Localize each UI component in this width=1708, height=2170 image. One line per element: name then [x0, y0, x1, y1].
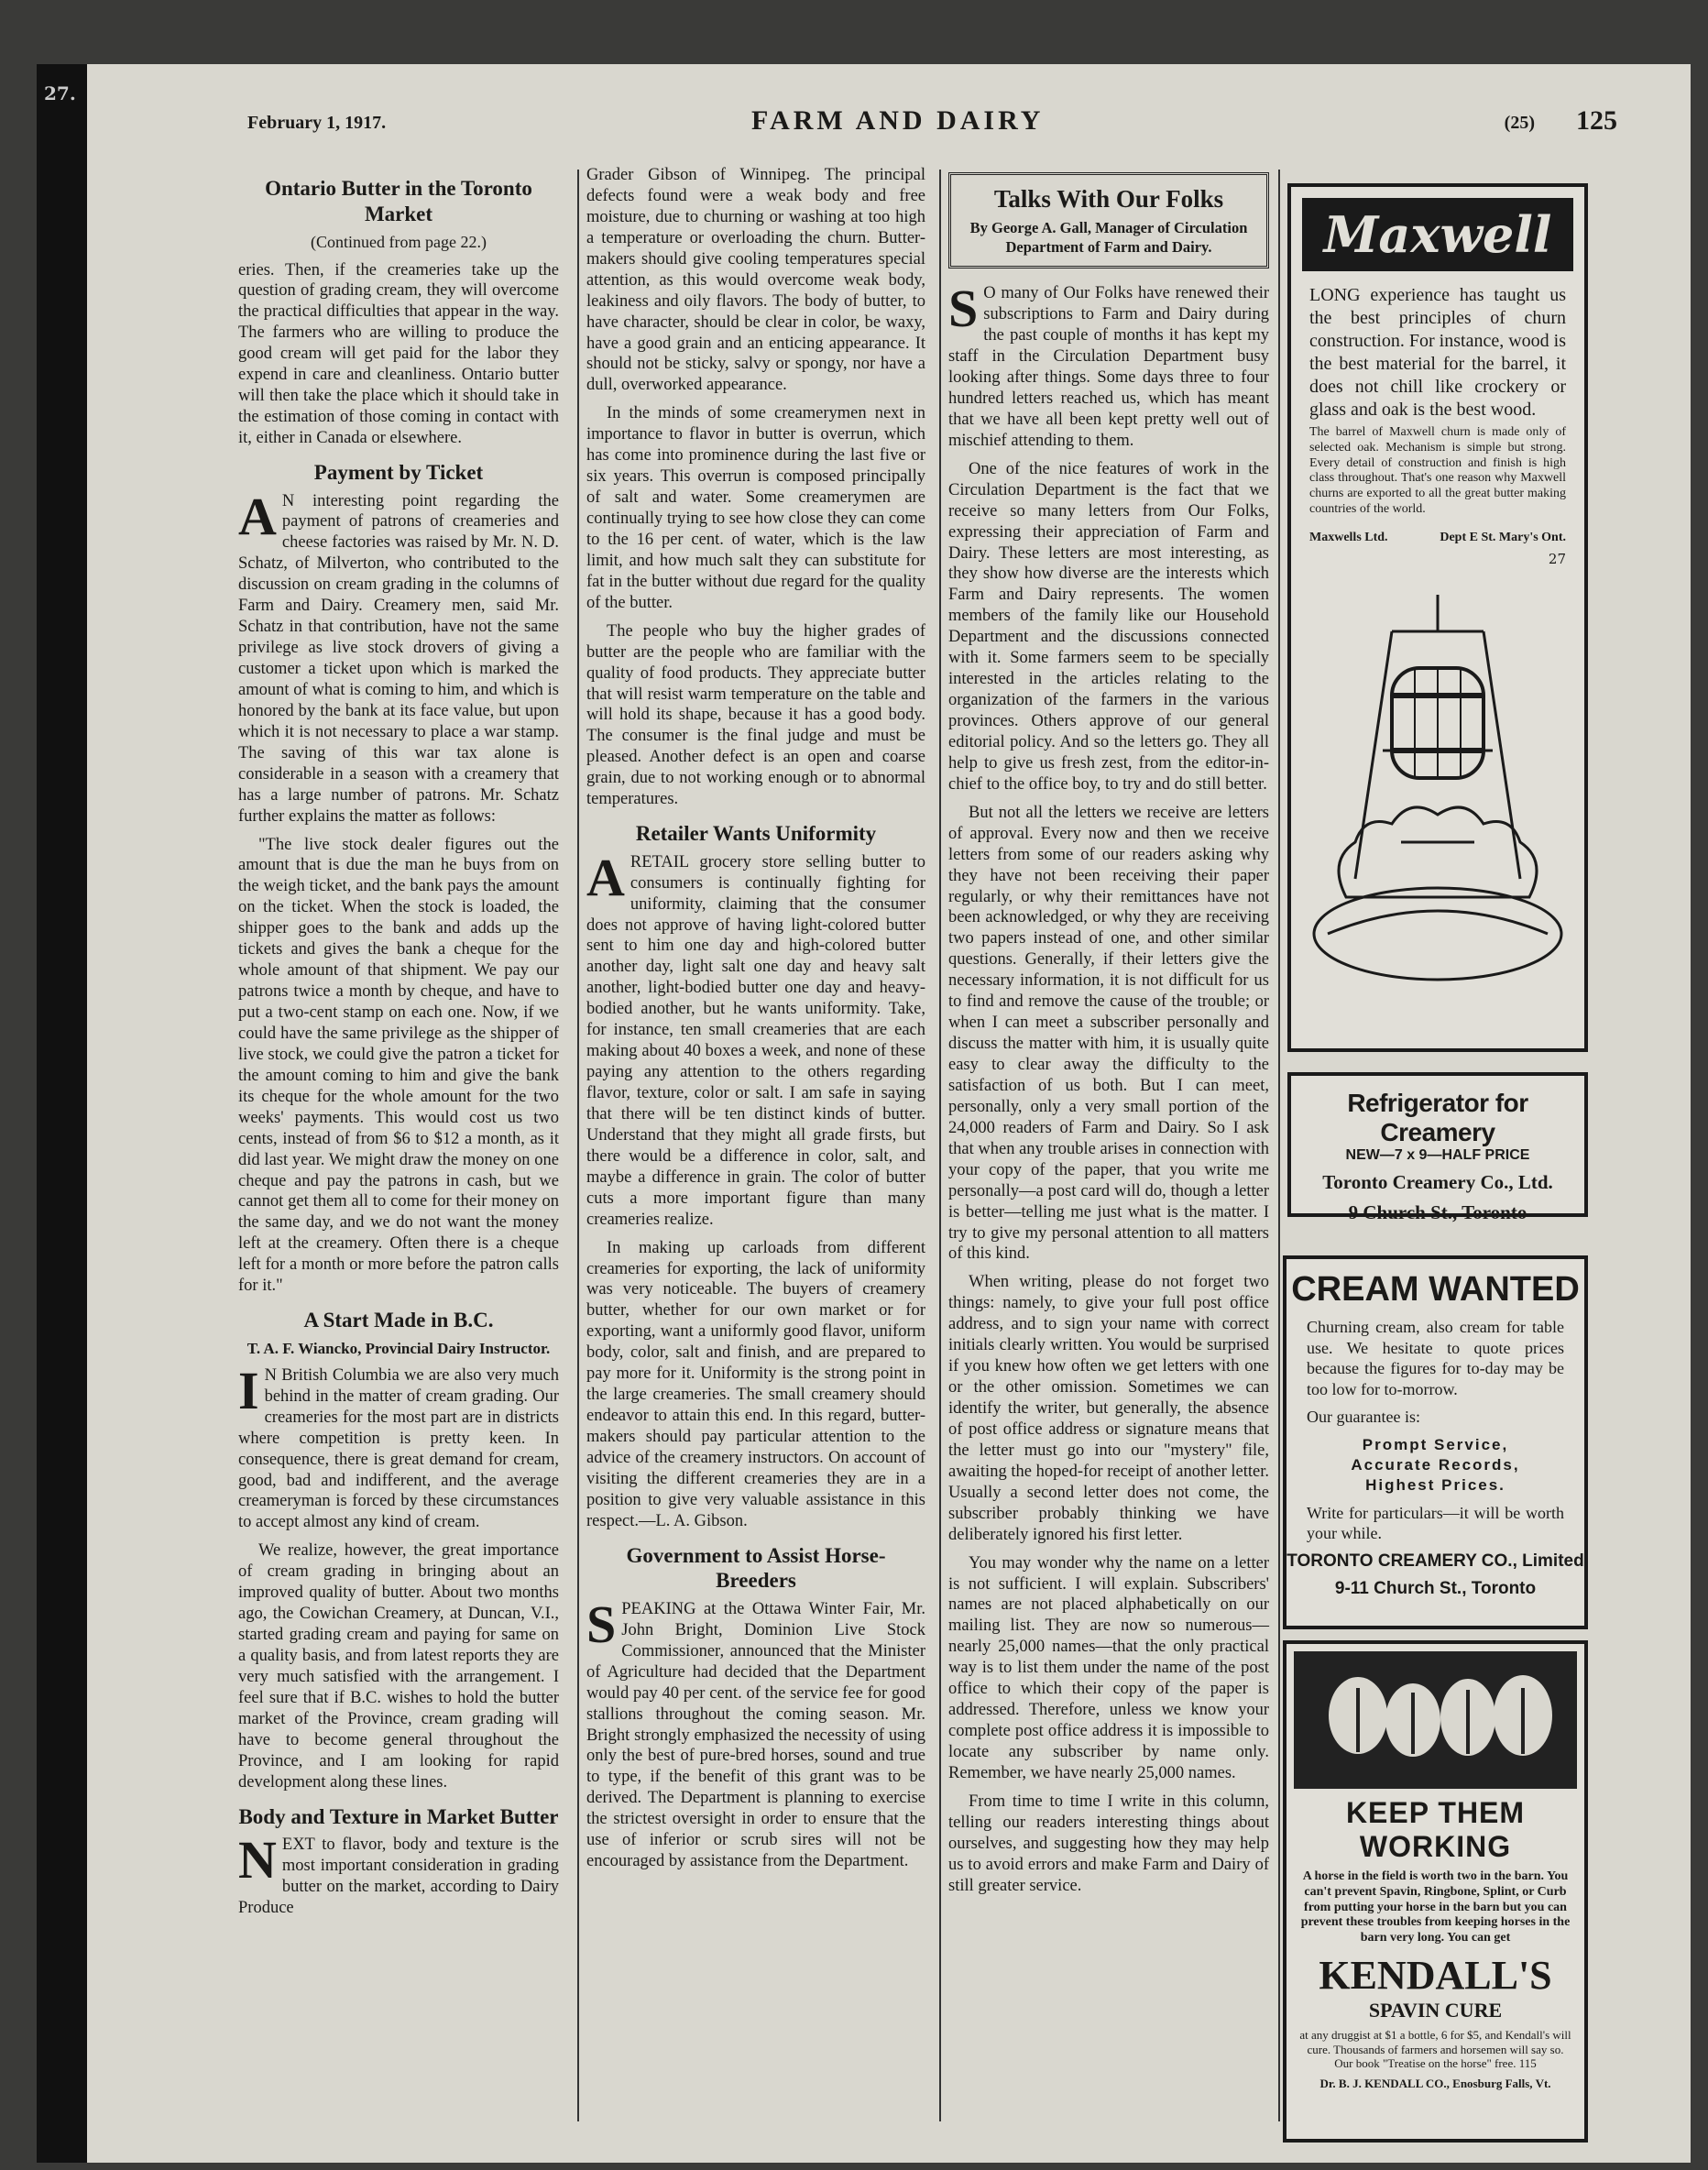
ad-lead-text: LONG experience has taught us the best principles of churn construction. For instance, wood is the best material for the barrel, it does not chill like crockery or glass and oak is the best wood.	[1309, 285, 1566, 420]
column-1	[238, 165, 559, 1926]
paragraph-text: O many of Our Folks have renewed their subscriptions to Farm and Dairy during the past couple of months it has kept my staff in the Circulation Department busy looking after things. Some days three to four hundred letters reached us, which has meant that we have all been kept pretty well out of mischief attending to them.	[948, 284, 1269, 450]
paragraph-text: EXT to flavor, body and texture is the most important consideration in grading butter on the market, according to Dairy Produce	[238, 1836, 559, 1917]
paragraph-text: RETAIL grocery store selling butter to consumers is continually fighting for uniformity, claiming that the consumer does not approve of having light-colored butter sent to him one day and high-colored butter another day, light salt one day and heavy salt another, light-bodied butter one day and heavy-bodied another, but he wants uniformity. Take, for instance, ten small creameries that are each making about 40 boxes a week, and none of these paying any attention to the others regarding flavor, texture, color or salt. I am safe in saying that there will be ten distinct kinds of butter. Understand that they might all grade firsts, but there would be a difference in color, salt, and maybe a difference in grain. The color of butter cuts a more important figure than many creameries realize.	[586, 852, 925, 1229]
column-3	[948, 165, 1269, 1904]
column-rule	[1278, 170, 1280, 2121]
ad-headline: KEEP THEM WORKING	[1345, 1796, 1526, 1863]
churn-illustration	[1291, 567, 1577, 989]
article-paragraph: In the minds of some creamerymen next in importance to flavor in butter is overrun, which has come into prominence during the last five or six years. This overrun is composed principally of salt and water. Some creamerymen are continually trying to see how close they can come to the 16 per cent. of water, which is the law limit, and how much salt they can substitute for fat in the butter without due regard for the quality of the butter.	[586, 404, 925, 612]
ad-copy: Churning cream, also cream for table use. We hesitate to quote prices because the figures for to-day may be too low for to-morrow.	[1307, 1318, 1564, 1398]
ad-address: 9 Church St., Toronto	[1348, 1201, 1527, 1223]
drop-cap: N	[238, 1830, 277, 1891]
article-byline: T. A. F. Wiancko, Provincial Dairy Instructor.	[246, 1339, 551, 1357]
article-paragraph: The people who buy the higher grades of butter are the people who are familiar with the quality of food products. They appreciate butter that will resist warm temperature on the table and will hold its shape, because it has a good body. The consumer is the final judge and must be pleased. Another defect is an open and coarse grain, due to not working enough or to abnormal temperatures.	[586, 621, 925, 809]
ad-copy	[1309, 284, 1566, 518]
product-name: SPAVIN CURE	[1368, 1998, 1503, 2022]
article-title: Ontario Butter in the Toronto Market	[265, 177, 532, 225]
ad-company: Maxwells Ltd.	[1309, 530, 1388, 544]
drop-cap: A	[586, 847, 625, 907]
ad-address: 9-11 Church St., Toronto	[1334, 1578, 1537, 1598]
issue-date: February 1, 1917.	[247, 113, 387, 133]
ad-company: Dr. B. J. KENDALL CO., Enosburg Falls, Vt.	[1319, 2076, 1551, 2090]
column-rule	[577, 170, 579, 2121]
article-paragraph: One of the nice features of work in the Circulation Department is the fact that we receive so many letters from Our Folks, expressing their appreciation of Farm and Dairy. These letters are most interesting, as they show how diverse are the interests which Farm and Dairy represents. The women members of the family like our Household Department and the discussions connected with it. Some farmers seem to be specially interested in the articles relating to the organization of the farmers in the various provinces. Others approve of our general editorial policy. And so the letters go. They all help to give us fresh zest, from the editor-in-chief to the office boy, to try and do still better.	[948, 459, 1269, 794]
article-paragraph	[948, 279, 1269, 452]
drop-cap: I	[238, 1360, 259, 1420]
brand-name: KENDALL'S	[1319, 1952, 1552, 1998]
article-title: A Start Made in B.C.	[303, 1309, 494, 1332]
ad-fine-print: at any druggist at $1 a bottle, 6 for $5, and Kendall's will cure. Thousands of farmers and horsemen will say so. Our book "Treatise on the horse" free. 115	[1299, 2027, 1571, 2071]
paragraph-text: PEAKING at the Ottawa Winter Fair, Mr. John Bright, Dominion Live Stock Commissioner, announced that the Minister of Agriculture had decided that the Department would pay 40 per cent. of the service fee for good stallions throughout the coming season. Mr. Bright strongly emphasized the necessity of using only the best of pure-bred horses, sound and true to type, if the benefit of this grant was to be derived. The Department is planning to exercise the strictest oversight in order to ensure that the use of inferior or scrub sires will not be encouraged by assistance from the Department.	[586, 1599, 925, 1871]
column-rule	[939, 170, 941, 2121]
article-title: Payment by Ticket	[313, 460, 484, 484]
refrigerator-advertisement	[1287, 1072, 1588, 1223]
article-paragraph: But not all the letters we receive are letters of approval. Every now and then we receive letters from some of our readers asking why they have not been receiving their paper regularly, or why their remittances have not been acknowledged, or why they are receiving two papers instead of one, and other similar questions. Generally, if their letters give the necessary information, it is not difficult for us to find and remove the cause of the trouble; or when I can meet a subscriber personally and discuss the matter with him, it is usually quite easy to clear away the difficulty to the satisfaction of us both. But I can meet, personally, only a very small portion of the 24,000 readers of Farm and Dairy. So I ask that when any trouble arises in connection with your copy of the paper, that you write me personally—a post card will do, though a letter is better—telling me just what is the matter. I try to give my personal attention to all matters of this kind.	[948, 803, 1269, 1264]
article-paragraph	[238, 486, 559, 827]
article-paragraph: From time to time I write in this column, telling our readers interesting things about ourselves, and suggesting how they may help us to avoid errors and make Farm and Dairy of still greater service.	[948, 1792, 1269, 1895]
article-paragraph: Grader Gibson of Winnipeg. The principal defects found were a weak body and free moisture, due to churning or washing at too high a temperature or overloading the churn. Butter-makers should give cooling temperatures special attention, as this would overcome weak body, leakiness and oily flavors. The body of butter, to have character, should be clear in color, be waxy, have a good grain and an enticing appearance. It should not be sticky, salvy or spongy, nor have a dull, overworked appearance.	[586, 166, 925, 395]
issue-page-number: (25)	[1504, 113, 1535, 133]
ad-guarantee-item: Highest Prices.	[1365, 1475, 1505, 1494]
feature-box	[948, 172, 1269, 269]
article-paragraph	[238, 1830, 559, 1919]
maxwell-logo: Maxwell	[1302, 198, 1573, 271]
ad-headline: Refrigerator for Creamery	[1347, 1089, 1528, 1146]
article-title: Body and Texture in Market Butter	[238, 1804, 559, 1828]
binding-gutter	[37, 64, 87, 2163]
ad-company: Toronto Creamery Co., Ltd.	[1322, 1171, 1553, 1193]
paragraph-text: N British Columbia we are also very much behind in the matter of cream grading. Our creameries for the most part are in districts where competition is pretty keen. In consequence, there is great demand for cream, good, bad and indifferent, and the average creameryman is forced by these circumstances to accept almost any kind of cream.	[238, 1365, 559, 1532]
paragraph-text: N interesting point regarding the payment of patrons of creameries and cheese factories was raised by Mr. N. D. Schatz, of Milverton, who contributed to the discussion on cream grading in the columns of Farm and Dairy. Creamery men, said Mr. Schatz in that contribution, have not the same privilege as live stock drovers of giving a customer a ticket upon which is marked the amount of what is coming to him, and which is honored by the bank at its face value, but upon which it is not necessary to place a war stamp. The saving of this war tax alone is considerable in a season with a creamery that has a large number of patrons. Mr. Schatz further explains the matter as follows:	[238, 491, 559, 826]
ad-subhead: NEW—7 x 9—HALF PRICE	[1345, 1147, 1530, 1163]
ad-guarantee-label: Our guarantee is:	[1307, 1408, 1420, 1426]
ad-company: TORONTO CREAMERY CO., Limited	[1286, 1551, 1584, 1571]
cream-wanted-advertisement	[1283, 1255, 1588, 1629]
horses-icon	[1294, 1651, 1577, 1789]
article-paragraph: "The live stock dealer figures out the amount that is due the man he buys from on the weigh ticket, and the bank pays the amount on the ticket. When the stock is loaded, the shipper goes to the bank and adds up the tickets and gives the bank a cheque for the whole amount of that shipment. We pay our patrons twice a month by cheque, and have to put a two-cent stamp on each one. Now, if we could have the same privilege as the shipper of live stock, we could give the patron a ticket for the amount coming to him and give the bank its cheque for the whole amount for the two weeks' payments. This would cost us two cents, instead of from $6 to $12 a month, as it did last year. We might draw the money on one cheque and pay the patrons in cash, but we cannot get them all to come for their money on the same day, and we do not want the money left at the creamery. Often there is a cheque left for a month or more before the patron calls for it."	[238, 835, 559, 1296]
drop-cap: A	[238, 486, 277, 546]
ad-footer	[1309, 531, 1566, 545]
ad-guarantee-item: Accurate Records,	[1351, 1455, 1520, 1474]
article-paragraph: We realize, however, the great importance of cream grading in bringing about an improved quality of butter. About two months ago, the Cowichan Creamery, at Duncan, V.I., started grading cream and paying for same on a quality basis, and from latest reports they are very much satisfied with the arrangement. I feel sure that if B.C. wishes to hold the butter market of the Province, cream grading will have to become general throughout the Province, and I am looking for rapid development along these lines.	[238, 1541, 559, 1792]
article-title: Government to Assist Horse-Breeders	[626, 1543, 886, 1593]
feature-title: Talks With Our Folks	[993, 185, 1224, 213]
article-paragraph	[586, 847, 925, 1231]
article-title: Retailer Wants Uniformity	[635, 822, 877, 846]
maxwell-advertisement	[1287, 183, 1588, 1052]
drop-cap: S	[948, 279, 979, 339]
column-2	[586, 165, 925, 1880]
ad-call-to-action: Write for particulars—it will be worth your while.	[1307, 1503, 1564, 1543]
newspaper-page	[37, 64, 1691, 2163]
article-paragraph: When writing, please do not forget two things: namely, to give your full post office address, and to sign your name with correct initials clearly written. You would be surprised if you knew how often we get letters with one or the other omission. Sometimes we can identify the writer, but generally, the absence of post office address or signature means that the letter must go into our "mystery" file, awaiting the hoped-for receipt of another letter. Usually a second letter does not come, the subscriber probably thinking we have deliberately ignored his first letter.	[948, 1273, 1269, 1544]
gutter-page-fragment: 27.	[44, 82, 76, 104]
kendalls-advertisement	[1283, 1640, 1588, 2143]
ad-key-number: 27	[1548, 550, 1566, 567]
ad-address: Dept E St. Mary's Ont.	[1440, 530, 1566, 544]
ad-headline: CREAM WANTED	[1291, 1270, 1580, 1309]
ad-detail-text: The barrel of Maxwell churn is made only of selected oak. Mechanism is simple but strong. Every detail of construction and finish is high class throughout. That's one reason why Maxwell churns are exported to all the great butter making countries of the world.	[1309, 425, 1566, 516]
article-paragraph: In making up carloads from different creameries for exporting, the lack of uniformity was very noticeable. The buyers of creamery butter, whether for our own market or for exporting, want a uniformly good flavor, uniform body, color, salt and finish, and are prepared to pay more for it. Uniformity is the strong point in the large creameries. The small creamery should endeavor to attain this end. In this regard, butter-makers should pay particular attention to the advice of the creamery instructors. On account of visiting the different creameries they are in a position to give very valuable assistance in this respect.—L. A. Gibson.	[586, 1238, 925, 1530]
continued-note: (Continued from page 22.)	[311, 233, 487, 252]
article-paragraph: You may wonder why the name on a letter is not sufficient. I will explain. Subscribers' names are not placed alphabetically on our mailing list. They are now so numerous—nearly 25,000 names—that the only practical way is to list them under the name of the post office to which their copy of the paper is addressed. Therefore, unless we know your complete post office address it is impossible to locate any subscriber by name only. Remember, we have nearly 25,000 names.	[948, 1553, 1269, 1782]
horses-illustration	[1294, 1651, 1577, 1789]
article-paragraph: eries. Then, if the creameries take up the question of grading cream, they will overcome the practical difficulties that appear in the way. The farmers who are willing to produce the good cream will get paid for the labor they expend in care and cleanliness. Ontario butter will then take the place which it should take in the estimation of those coming in contact with it, either in Canada or elsewhere.	[238, 260, 559, 447]
article-paragraph	[238, 1360, 559, 1534]
article-paragraph	[586, 1594, 925, 1872]
churn-barrel	[1392, 668, 1484, 778]
publication-title: FARM AND DAIRY	[751, 105, 1045, 136]
drop-cap: S	[586, 1594, 617, 1654]
page-number: 125	[1576, 105, 1617, 136]
feature-byline: By George A. Gall, Manager of Circulation Department of Farm and Dairy.	[969, 219, 1248, 256]
ad-guarantee-item: Prompt Service,	[1362, 1435, 1509, 1453]
page-header	[238, 96, 1636, 151]
ad-copy: A horse in the field is worth two in the barn. You can't prevent Spavin, Ringbone, Splint, or Curb from putting your horse in the barn but you can prevent these troubles from keeping horses in the barn very long. You can get	[1300, 1869, 1571, 1945]
